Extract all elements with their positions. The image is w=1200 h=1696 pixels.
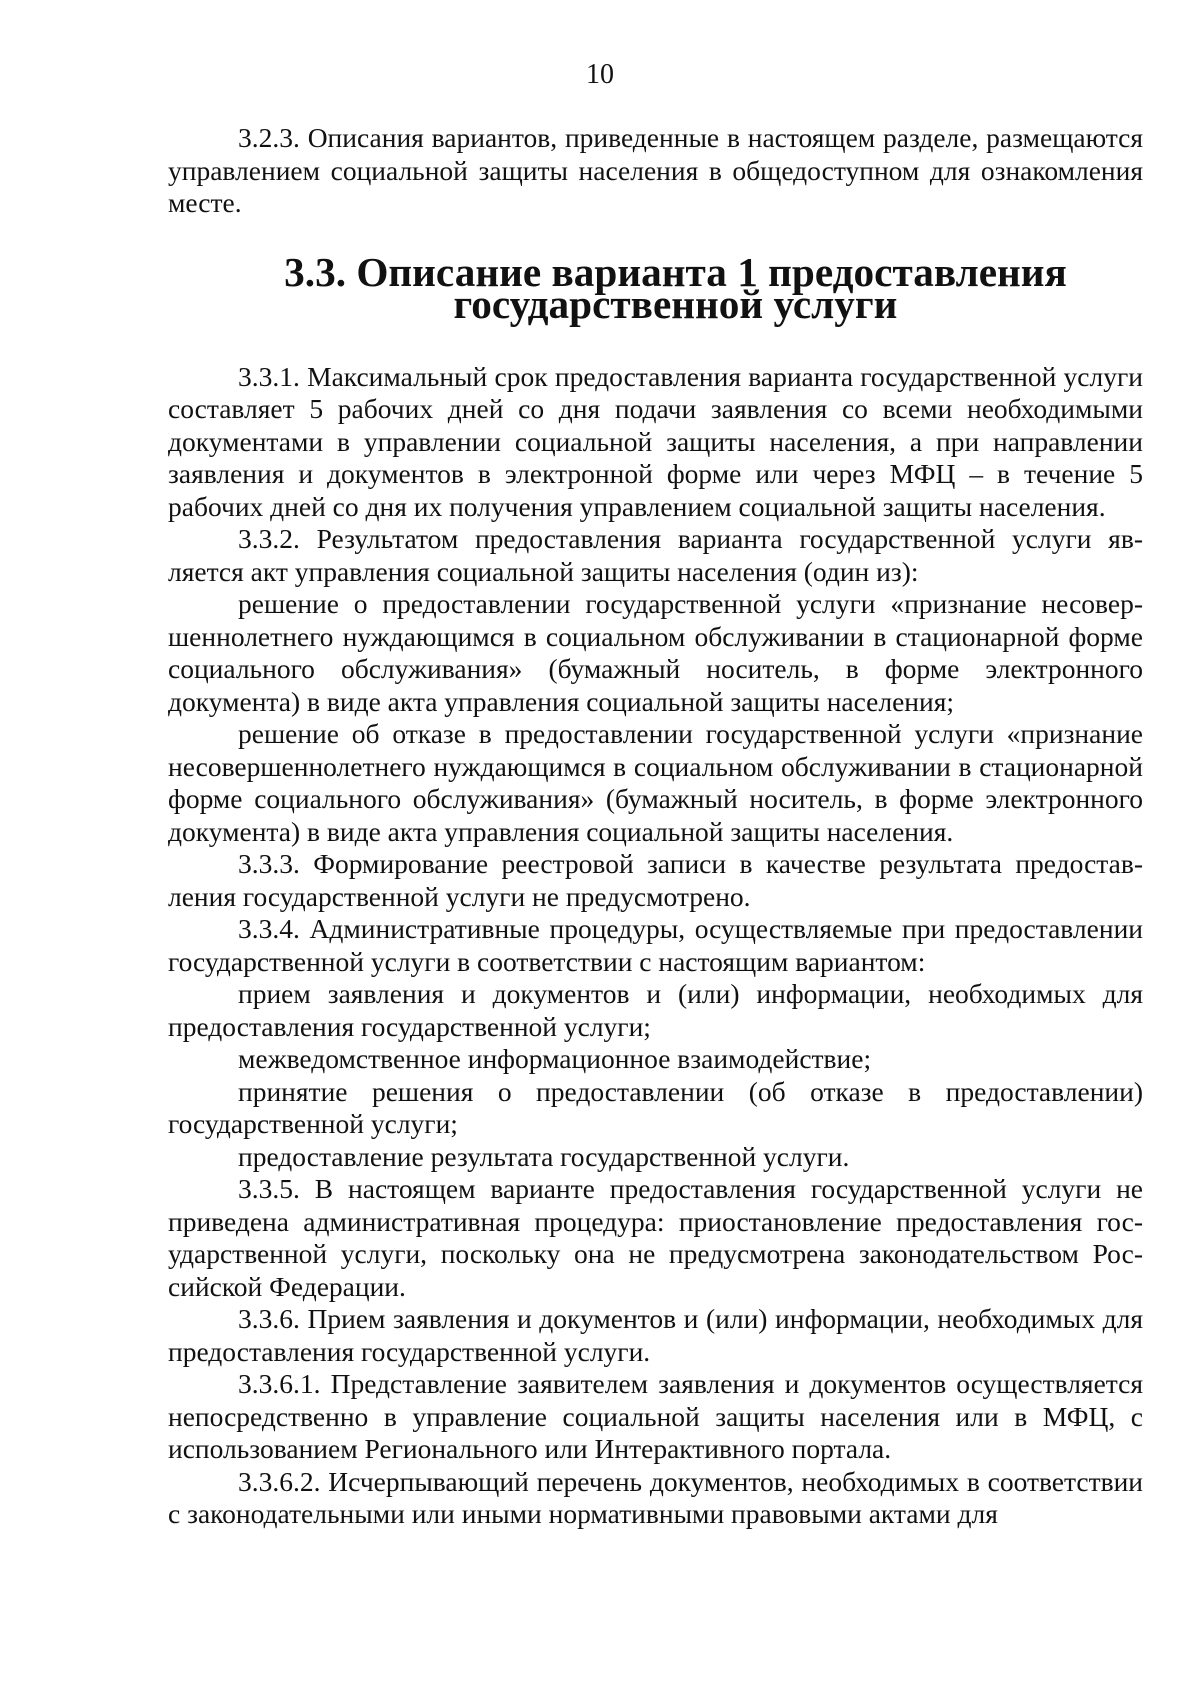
paragraph-3-3-1: 3.3.1. Максимальный срок предоставления варианта государственной услуги составляет 5 рабочих дней со дня подачи заявления со всеми необходимыми документами в управлении социальной защиты населения, а при направлении заявления и документов в электронной форме или через МФЦ – в течение 5 рабочих дней со дня их получения управлением социальной защиты населения. xyxy=(168,360,1143,522)
section-heading xyxy=(168,248,1143,327)
document-body xyxy=(168,122,1143,1531)
paragraph-procedure-4: предоставление результата государственной услуги. xyxy=(238,1140,850,1172)
paragraph-procedure-1: прием заявления и документов и (или) информации, необходимых для предоставления государственной услуги; xyxy=(168,978,1143,1042)
page-number: 10 xyxy=(586,59,614,90)
paragraph-procedure-3: принятие решения о предоставлении (об отказе в предоставлении) государственной услуги; xyxy=(168,1075,1143,1139)
paragraph-3-3-5: 3.3.5. В настоящем варианте предоставления государственной услуги не приведена административная процедура: приостановление предоставления государственной услуги, поскольку она не предусмотрена законодательством Российской Федерации. xyxy=(168,1173,1143,1302)
paragraph-result-refusal: решение об отказе в предоставлении государственной услуги «признание несовершеннолетнего нуждающимся в социальном обслуживании в стационарной форме социального обслуживания» (бумажный носитель, в форме электронного документа) в виде акта управления социальной защиты населения. xyxy=(168,718,1143,847)
section-heading-line-1: 3.3. Описание варианта 1 предоставления xyxy=(284,248,1067,295)
paragraph-3-3-4: 3.3.4. Административные процедуры, осуществляемые при предоставлении государственной услуги в соответствии с настоящим вариантом: xyxy=(168,913,1143,977)
paragraph-3-3-2: 3.3.2. Результатом предоставления варианта государственной услуги является акт управления социальной защиты населения (один из): xyxy=(168,523,1143,587)
paragraph-3-3-6-1: 3.3.6.1. Представление заявителем заявления и документов осуществляется непосредственно в управление социальной защиты населения или в МФЦ, с использованием Регионального или Интерактивного портала. xyxy=(168,1368,1143,1464)
paragraph-result-positive: решение о предоставлении государственной услуги «признание несовершеннолетнего нуждающимся в социальном обслуживании в стационарной форме социального обслуживания» (бумажный носитель, в форме электронного документа) в виде акта управления социальной защиты населения; xyxy=(168,588,1143,717)
section-heading-line-2: государственной услуги xyxy=(453,281,898,327)
paragraph-3-3-6-2: 3.3.6.2. Исчерпывающий перечень документов, необходимых в соответствии с законодательными или иными нормативными правовыми актами для xyxy=(168,1465,1143,1529)
paragraph-3-3-6: 3.3.6. Прием заявления и документов и (или) информации, необходимых для предоставления государственной услуги. xyxy=(168,1303,1143,1367)
paragraph-procedure-2: межведомственное информационное взаимодействие; xyxy=(238,1043,872,1074)
paragraph-3-3-3: 3.3.3. Формирование реестровой записи в качестве результата предоставления государственной услуги не предусмотрено. xyxy=(168,848,1143,912)
paragraph-3-2-3: 3.2.3. Описания вариантов, приведенные в настоящем разделе, размещаются управлением социальной защиты населения в общедоступном для ознакомления месте. xyxy=(168,122,1143,218)
